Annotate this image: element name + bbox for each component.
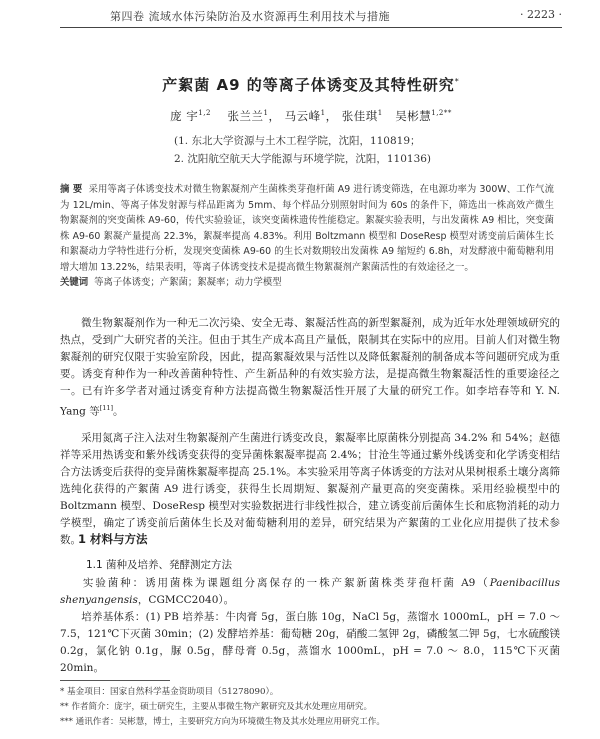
footnote-author-bio: ** 作者简介：庞宇，硕士研究生，主要从事微生物产絮研究及其水处理应用研究。 [60,702,373,712]
author-2: 张兰兰 [227,109,264,123]
section-heading-1: 1 材料与方法 [78,532,148,546]
intro-paragraph-2-text: 采用氮离子注入法对生物絮凝剂产生菌进行诱变改良，絮凝率比原菌株分别提高 34.2% 和 54%；赵德祥等采用热诱变和紫外线诱变获得的变异菌株絮凝率提高 2.4%；甘沧生等通过紫外线诱变和化学诱变相结合方法诱变后获得的变异菌株絮凝率提高 25.1%。本实验采用等离子体诱变的方法对从果树根系土壤分离筛选纯化获得的产絮菌 A9 进行诱变，获得生长周期短、絮凝剂产量更高的突变菌株。采用经验模型中的 Boltzmann 模型、DoseResp 模型对实验数据进行非线性拟合，建立诱变前后菌体生长和底物消耗的动力学模型，确定了诱变前后菌体生长及对葡萄糖利用的差异，研究结果为产絮菌的工业化应用提供了技术参数。 [60,432,560,546]
keywords-label: 关键词 [60,277,89,288]
subsection-heading-1-1: 1.1 菌种及培养、発酵测定方法 [86,559,233,571]
author-1: 庞 宇 [170,109,199,123]
affiliation-2: 2. 沈阳航空航天大学能源与环境学院，沈阳，110136) [174,153,432,165]
footnote-rule [60,680,170,681]
keywords-text: 等离子体诱变；产絮菌；絮凝率；动力学模型 [94,277,282,288]
author-5-sup: 1,2** [431,109,452,118]
journal-title: 第四卷 流域水体污染防治及水资源再生利用技术与措施 [110,10,390,23]
author-3: 马云峰 [284,109,321,123]
intro-paragraph-1-text: 微生物絮凝剂作为一种无二次污染、安全无毒、絮凝活性高的新型絮凝剂，成为近年水处理领域研究的热点，受到广大研究者的关注。但由于其生产成本高且产量低，限制其在实际中的应用。目前人们对微生物絮凝剂的研究仅限于实验室阶段，因此，提高絮凝效果与活性以及降低絮凝剂的制备成本等问题研究成为重要。诱变育种作为一种改善菌种特性、产生新品种的有效实验方法，是提高微生物絮凝活性的重要途径之一。已有许多学者对通过诱变育种方法提高微生物絮凝活性开展了大量的研究工作。如李培春等和 Y. N. Yang 等 [60,317,560,418]
citation-ref: [11] [99,404,114,412]
paper-title [60,74,562,95]
abstract-label: 摘 要 [60,184,83,195]
paper-title-text: 产絮菌 A9 的等离子体诱变及其特性研究 [162,76,455,94]
author-2-sup: 1 [263,109,269,118]
author-list: 庞 宇$^{1,2}$ 张兰兰$^1$， 马云峰$^1$， 张佳琪$^1$ 吴彬慧$^{1,2**}$ [170,109,452,123]
affiliation-1: (1. 东北大学资源与土木工程学院，沈阳，110819； [174,135,421,147]
species-name: Paenibacillus shenyangensis [60,577,560,606]
medium-paragraph [60,609,560,677]
keywords [60,274,554,288]
header-rule [60,27,562,28]
footnote-funding: * 基金项目：国家自然科学基金资助项目（51278090）。 [60,687,279,697]
intro-paragraph-1: 微生物絮凝剂作为一种无二次污染、安全无毒、絮凝活性高的新型絮凝剂，成为近年水处理领域研究的热点，受到广大研究者的关注。但由于其生产成本高且产量低，限制其在实际中的应用。目前人们对微生物絮凝剂的研究仅限于实验室阶段，因此，提高絮凝效果与活性以及降低絮凝剂的制备成本等问题研究成为重要。诱变育种作为一种改善菌种特性、产生新品种的有效实验方法，是提高微生物絮凝活性的重要途径之一。已有许多学者对通过诱变育种方法提高微生物絮凝活性开展了大量的研究工作。如李培春等和 Y. N. Yang 等[11]。 [60,317,560,418]
running-header [110,8,562,24]
author-4: 张佳琪 [341,109,378,123]
strain-paragraph-tail: ，CGMCC2040）。 [137,594,235,606]
abstract [60,182,554,275]
strain-paragraph [60,575,560,609]
author-5: 吴彬慧 [395,109,432,123]
author-1-sup: 1,2 [198,109,211,118]
page-number: · 2223 · [520,8,562,21]
strain-paragraph-text: 实验菌种：诱用菌株为课题组分离保存的一株产絮新菌株类芽孢杆菌 A9（ [81,577,490,589]
author-3-sup: 1 [320,109,326,118]
footnote-corresponding: *** 通讯作者：吴彬慧，博士，主要研究方向为环境微生物及其水处理应用研究工作。 [60,717,385,727]
abstract-text: 采用等离子体诱变技术对微生物絮凝剂产生菌株类芽孢杆菌 A9 进行诱变筛选，在电源功率为 300W、工作气流为 12L/min、等离子体发射源与样品距离为 5mm、每个样品分别照射时间为 60s 的条件下，筛选出一株高效产微生物絮凝剂的突变菌株 A9-60，传代实验验证，该突变菌株遗传性能稳定。絮凝实验表明，与出发菌株 A9 相比，突变菌株 A9-60 絮凝产量提高 22.3%，絮凝率提高 4.83%。利用 Boltzmann 模型和 DoseResp 模型对诱变前后菌体生长和絮凝动力学特性进行分析，发现突变菌株 A9-60 的生长对数期较出发菌株 A9 缩短约 6.8h，对发酵液中葡萄糖利用增大增加 13.22%，结果表明，等离子体诱变技术是提高微生物絮凝剂产絮菌活性的有效途径之一。 [60,184,554,273]
author-4-sup: 1 [377,109,383,118]
medium-paragraph-text: 培养基体系：(1) PB 培养基：牛肉膏 5g，蛋白胨 10g，NaCl 5g，蒸馏水 1000mL，pH = 7.0 ～7.5，121℃下灭菌 30min；(2) 发酵培养基：葡萄糖 20g，硝酸二氢钾 2g，磷酸氢二钾 5g，七水硫酸镁 0.2g，氯化钠 0.1g，脲 0.5g，酵母膏 0.5g，蒸馏水 1000mL，pH = 7.0 ～ 8.0，115℃下灭菌 20min。 [60,611,560,674]
title-footnote-mark: * [454,77,460,86]
